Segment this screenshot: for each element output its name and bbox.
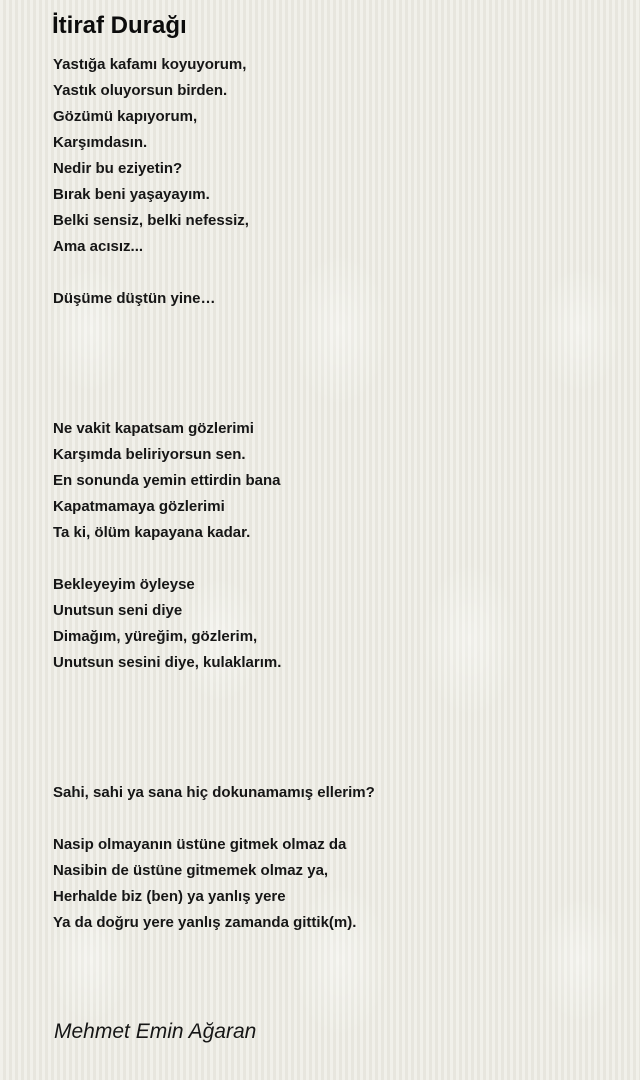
poem-blank-line <box>53 754 613 780</box>
poem-blank-line <box>53 364 613 390</box>
poem-line: Ama acısız... <box>53 238 144 255</box>
poem-blank-line <box>53 260 613 286</box>
poem-blank-line <box>53 676 613 702</box>
poem-line: Nasibin de üstüne gitmemek olmaz ya, <box>53 862 329 879</box>
poem-line: Nedir bu eziyetin? <box>53 160 183 177</box>
poem-line: Ya da doğru yere yanlış zamanda gittik(m). <box>53 914 357 931</box>
poem-blank-line <box>53 390 613 416</box>
poem-line: Gözümü kapıyorum, <box>53 108 198 125</box>
poem-line: Sahi, sahi ya sana hiç dokunamamış ellerim? <box>53 784 375 801</box>
poem-body <box>53 52 613 936</box>
poem-line: Nasip olmayanın üstüne gitmek olmaz da <box>53 836 347 853</box>
poem-line: Kapatmamaya gözlerimi <box>53 498 225 515</box>
poem-author: Mehmet Emin Ağaran <box>54 1020 257 1043</box>
poem-line: Ne vakit kapatsam gözlerimi <box>53 420 254 437</box>
poem-line: Herhalde biz (ben) ya yanlış yere <box>53 888 286 905</box>
poem-blank-line <box>53 546 613 572</box>
poem-blank-line <box>53 806 613 832</box>
poem-blank-line <box>53 728 613 754</box>
poem-line: En sonunda yemin ettirdin bana <box>53 472 281 489</box>
poem-blank-line <box>53 702 613 728</box>
poem-line: Unutsun sesini diye, kulaklarım. <box>53 654 282 671</box>
poem-line: Ta ki, ölüm kapayana kadar. <box>53 524 251 541</box>
poem-line: Yastık oluyorsun birden. <box>53 82 228 99</box>
poem-blank-line <box>53 338 613 364</box>
poem-line: Bekleyeyim öyleyse <box>53 576 195 593</box>
poem-line: Yastığa kafamı koyuyorum, <box>53 56 247 73</box>
poem-line: Bırak beni yaşayayım. <box>53 186 210 203</box>
poem-line: Karşımda beliriyorsun sen. <box>53 446 246 463</box>
poem-line: Unutsun seni diye <box>53 602 183 619</box>
poem-line: Belki sensiz, belki nefessiz, <box>53 212 249 229</box>
poem-line: Düşüme düştün yine… <box>53 290 216 307</box>
poem-line: Karşımdasın. <box>53 134 148 151</box>
poem-blank-line <box>53 312 613 338</box>
poem-title: İtiraf Durağı <box>52 12 187 39</box>
poem-line: Dimağım, yüreğim, gözlerim, <box>53 628 258 645</box>
